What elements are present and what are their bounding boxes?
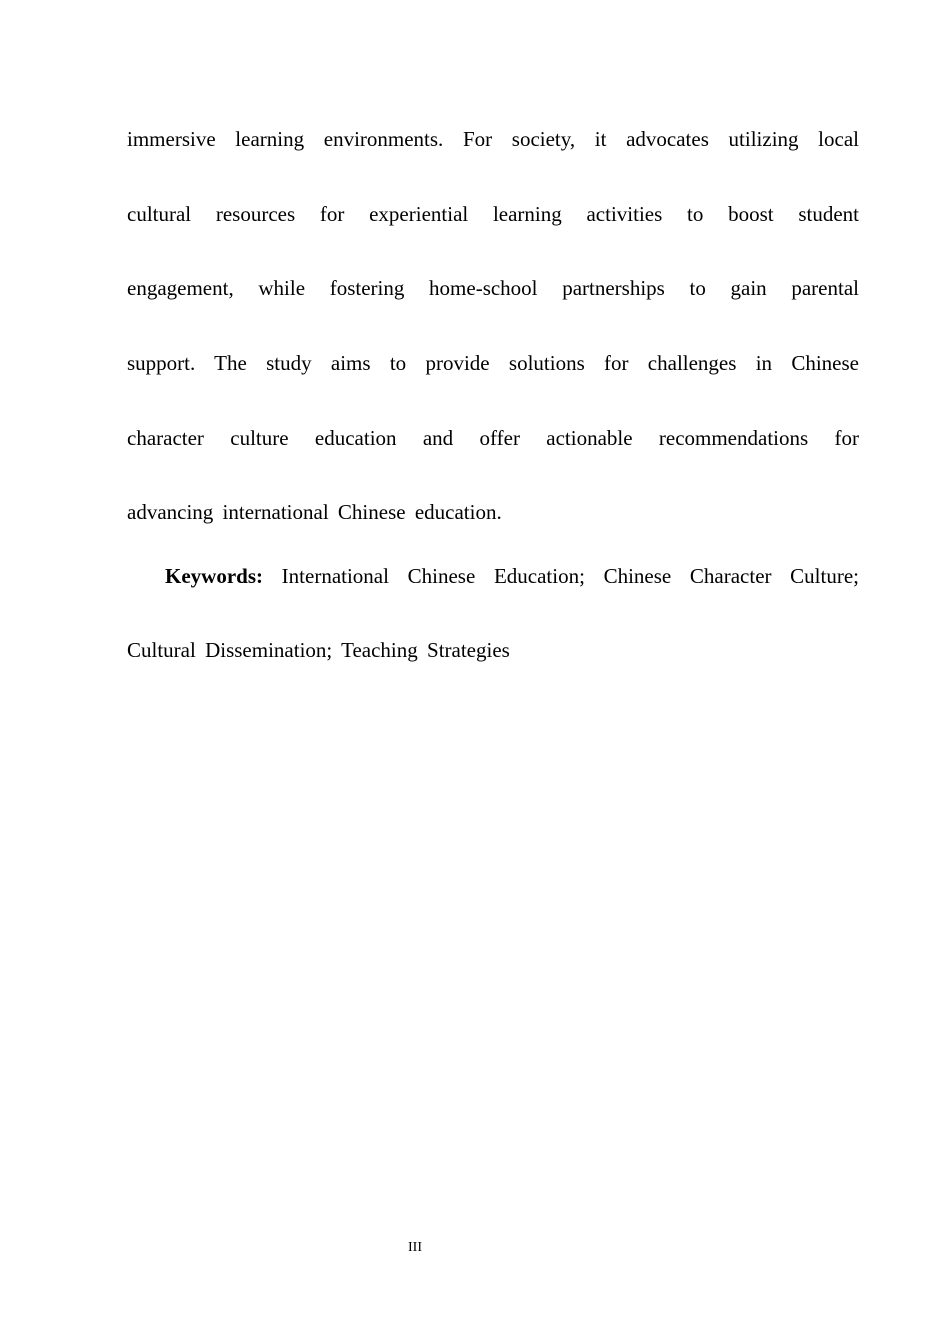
keywords-line-2: Cultural Dissemination; Teaching Strategies: [127, 638, 510, 662]
abstract-line-2: cultural resources for experiential learning activities to boost student: [127, 202, 859, 226]
abstract-line-6: advancing international Chinese education.: [127, 500, 502, 524]
abstract-line-5: character culture education and offer actionable recommendations for: [127, 426, 859, 450]
keywords-text-1: International Chinese Education; Chinese Character Culture;: [281, 564, 859, 588]
abstract-line-4: support. The study aims to provide solutions for challenges in Chinese: [127, 351, 859, 375]
keywords-line-1: [165, 561, 859, 591]
keywords-label: Keywords:: [165, 564, 263, 588]
page-number: III: [408, 1240, 422, 1255]
abstract-line-1: immersive learning environments. For society, it advocates utilizing local: [127, 127, 859, 151]
abstract-line-3: engagement, while fostering home-school partnerships to gain parental: [127, 276, 859, 300]
